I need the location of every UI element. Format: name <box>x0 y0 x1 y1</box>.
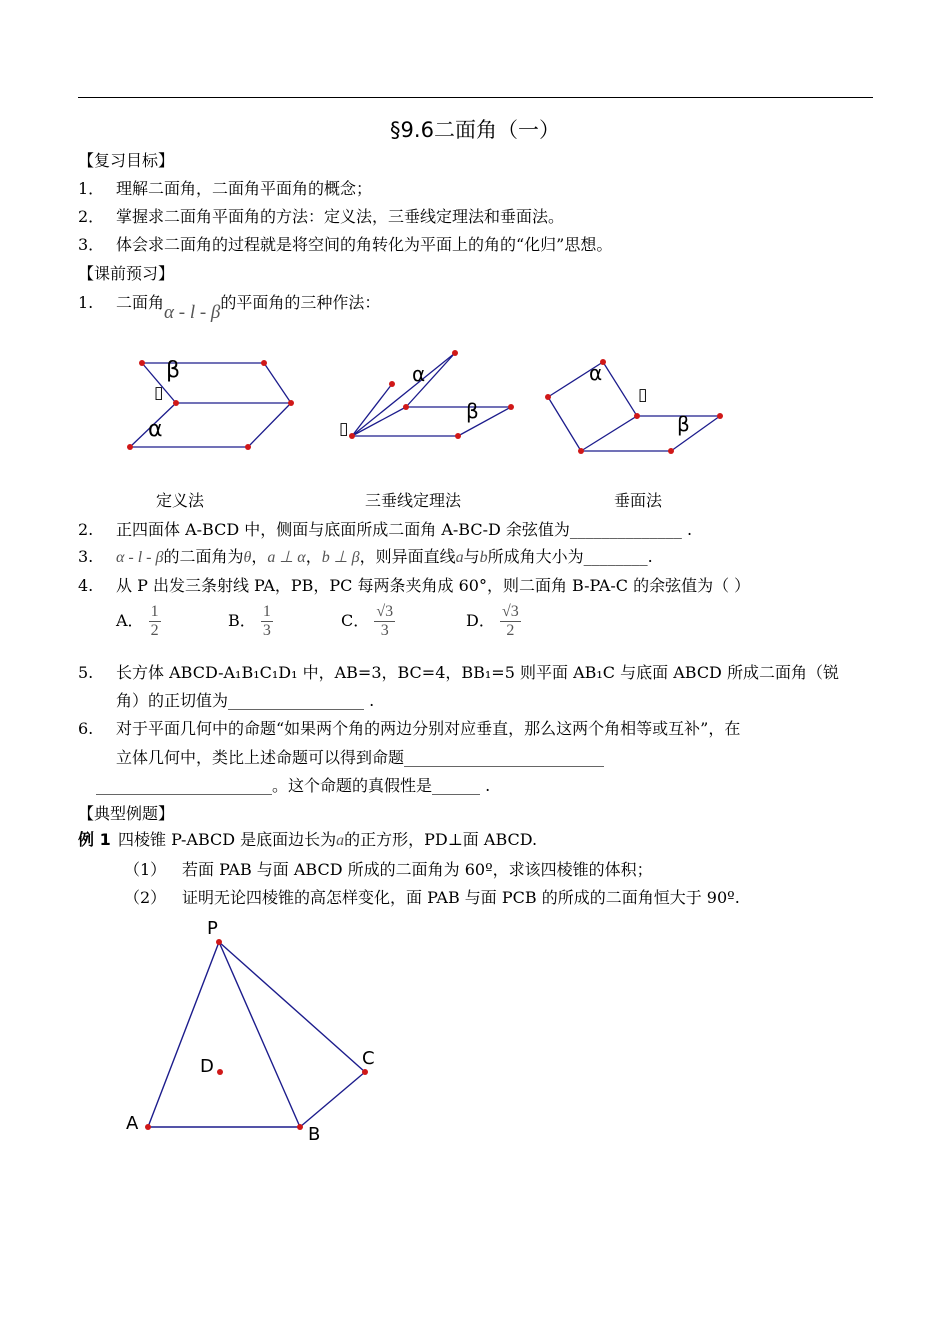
caption-perpendicular-plane: 垂面法 <box>614 491 663 510</box>
figure-three-perpendiculars-points <box>349 350 514 439</box>
point-B <box>297 1124 303 1130</box>
label-B: B <box>308 1124 321 1145</box>
edge <box>248 403 291 447</box>
figure-perpendicular-plane-points <box>545 359 723 454</box>
goal-1 <box>78 176 372 199</box>
point <box>127 444 133 450</box>
label-D: D <box>200 1056 214 1077</box>
denominator: 2 <box>150 622 159 639</box>
caption-three-perpendiculars: 三垂线定理法 <box>365 491 462 510</box>
point <box>403 404 409 410</box>
point <box>634 413 640 419</box>
option-label: C． <box>341 611 370 630</box>
point <box>578 448 584 454</box>
question-6 <box>78 716 740 739</box>
question-text: ，则异面直线 <box>359 547 456 566</box>
question-text: ， <box>251 547 268 566</box>
example-1-part-2 <box>124 885 740 908</box>
example-label: 例 1 <box>78 830 111 849</box>
question-6-line-3: ______________________。这个命题的真假性是______ . <box>96 776 491 795</box>
section-review: 【复习目标】 <box>78 151 175 170</box>
label-beta: β <box>166 358 181 383</box>
label-A: A <box>126 1113 139 1134</box>
example-text: 的正方形，PD⊥面 ABCD. <box>344 830 538 849</box>
example-1-part-1 <box>124 857 653 880</box>
dihedral-figures <box>0 340 950 470</box>
question-text: 的二面角为 <box>163 547 244 566</box>
formula: a <box>336 832 345 849</box>
pyramid-points <box>145 939 368 1130</box>
point <box>508 404 514 410</box>
label-alpha: α <box>412 362 426 386</box>
question-num: 3. <box>78 547 94 566</box>
example-text: 四棱锥 P-ABCD 是底面边长为 <box>118 830 337 849</box>
question-text: ， <box>305 547 322 566</box>
figure-three-perpendiculars <box>352 353 511 436</box>
figure-perpendicular-plane <box>548 362 720 451</box>
point-A <box>145 1124 151 1130</box>
edge-PB <box>219 942 300 1127</box>
question-5 <box>78 660 839 683</box>
edge <box>603 362 637 416</box>
goal-3 <box>78 232 612 255</box>
question-num: 2. <box>78 520 94 539</box>
formula: b ⊥ β <box>321 549 360 566</box>
numerator: 1 <box>150 603 159 620</box>
option-label: D． <box>466 611 495 630</box>
point <box>668 448 674 454</box>
point <box>717 413 723 419</box>
question-text: 正四面体 A-BCD 中，侧面与底面所成二面角 A-BC-D 余弦值为______________ . <box>116 520 693 539</box>
pyramid-figure <box>110 910 410 1150</box>
goal-text: 理解二面角，二面角平面角的概念； <box>116 179 373 198</box>
label-box: ▯ <box>638 385 648 405</box>
option-b <box>228 603 273 640</box>
question-text: 从 P 出发三条射线 PA，PB，PC 每两条夹角成 60°，则二面角 B-PA-C 的余弦值为（ ） <box>116 576 751 595</box>
numerator: 1 <box>262 603 271 620</box>
question-4 <box>78 573 750 596</box>
question-num: 4. <box>78 576 94 595</box>
question-num: 5. <box>78 663 94 682</box>
point <box>245 444 251 450</box>
label-beta: β <box>677 412 690 436</box>
question-text: 的平面角的三种作法： <box>220 293 381 312</box>
question-num: 6. <box>78 719 94 738</box>
option-label: A． <box>116 611 144 630</box>
formula-alpha-l-beta: α - l - β <box>164 302 221 323</box>
question-text: 与 <box>463 547 480 566</box>
part-text: 若面 PAB 与面 ABCD 所成的二面角为 60º，求该四棱锥的体积； <box>182 860 653 879</box>
point-P <box>216 939 222 945</box>
goal-num: 2． <box>78 207 105 226</box>
formula: a <box>455 549 464 566</box>
part-text: 证明无论四棱锥的高怎样变化，面 PAB 与面 PCB 的所成的二面角恒大于 90º. <box>182 888 740 907</box>
numerator: √3 <box>376 603 394 620</box>
point <box>545 394 551 400</box>
question-text: 二面角 <box>116 293 165 312</box>
fraction <box>149 603 161 640</box>
label-P: P <box>207 918 218 939</box>
numerator: √3 <box>501 603 519 620</box>
option-c <box>341 603 395 640</box>
point <box>452 350 458 356</box>
question-2 <box>78 517 692 540</box>
label-C: C <box>362 1048 375 1069</box>
example-1 <box>78 827 537 850</box>
goal-num: 1． <box>78 179 105 198</box>
edge-PC <box>219 942 365 1072</box>
section-preview: 【课前预习】 <box>78 264 175 283</box>
goal-num: 3． <box>78 235 105 254</box>
label-alpha: α <box>589 361 603 385</box>
label-box: ▯ <box>154 383 164 403</box>
denominator: 3 <box>262 622 271 639</box>
label-beta: β <box>466 399 479 423</box>
goal-text: 掌握求二面角平面角的方法：定义法，三垂线定理法和垂面法。 <box>116 207 565 226</box>
edge <box>264 363 291 403</box>
section-examples: 【典型例题】 <box>78 804 175 823</box>
goal-2 <box>78 204 564 227</box>
option-d <box>466 603 521 640</box>
edge <box>548 397 581 451</box>
edge <box>352 407 406 436</box>
question-num: 1. <box>78 293 94 312</box>
formula: α - l - β <box>116 549 164 566</box>
question-text: 长方体 ABCD-A₁B₁C₁D₁ 中，AB=3，BC=4，BB₁=5 则平面 AB₁C 与底面 ABCD 所成二面角（锐 <box>116 663 839 682</box>
denominator: 2 <box>506 622 515 639</box>
page-title: §9.6二面角（一） <box>390 118 560 142</box>
formula: b <box>479 549 488 566</box>
point <box>455 433 461 439</box>
fraction <box>261 603 273 640</box>
part-num: （1） <box>124 860 167 879</box>
formula: a ⊥ α <box>267 549 306 566</box>
question-3 <box>78 544 653 567</box>
label-box: ▯ <box>339 419 349 439</box>
part-num: （2） <box>124 888 167 907</box>
goal-text: 体会求二面角的过程就是将空间的角转化为平面上的角的“化归”思想。 <box>116 235 613 254</box>
question-5-line-2: 角）的正切值为_________________ . <box>116 691 375 710</box>
fraction <box>374 603 395 640</box>
edge <box>581 416 637 451</box>
point <box>139 360 145 366</box>
option-label: B． <box>228 611 256 630</box>
point <box>173 400 179 406</box>
point <box>389 381 395 387</box>
fraction <box>500 603 521 640</box>
question-6-line-2: 立体几何中，类比上述命题可以得到命题_________________________ <box>116 748 605 767</box>
point-D <box>217 1069 223 1075</box>
point <box>349 433 355 439</box>
edge <box>352 384 392 436</box>
pyramid-edges <box>148 942 365 1127</box>
edge-BC <box>300 1072 365 1127</box>
question-text: 对于平面几何中的命题“如果两个角的两边分别对应垂直，那么这两个角相等或互补”，在 <box>116 719 741 738</box>
label-alpha: α <box>148 417 163 442</box>
denominator: 3 <box>380 622 389 639</box>
top-rule <box>78 97 873 98</box>
question-text: 所成角大小为________. <box>487 547 653 566</box>
caption-definition: 定义法 <box>156 491 205 510</box>
edge-PA <box>148 942 219 1127</box>
point <box>288 400 294 406</box>
option-a <box>116 603 161 640</box>
question-1 <box>78 290 381 323</box>
edge <box>352 353 455 436</box>
formula: θ <box>243 549 252 566</box>
point <box>261 360 267 366</box>
point-C <box>362 1069 368 1075</box>
